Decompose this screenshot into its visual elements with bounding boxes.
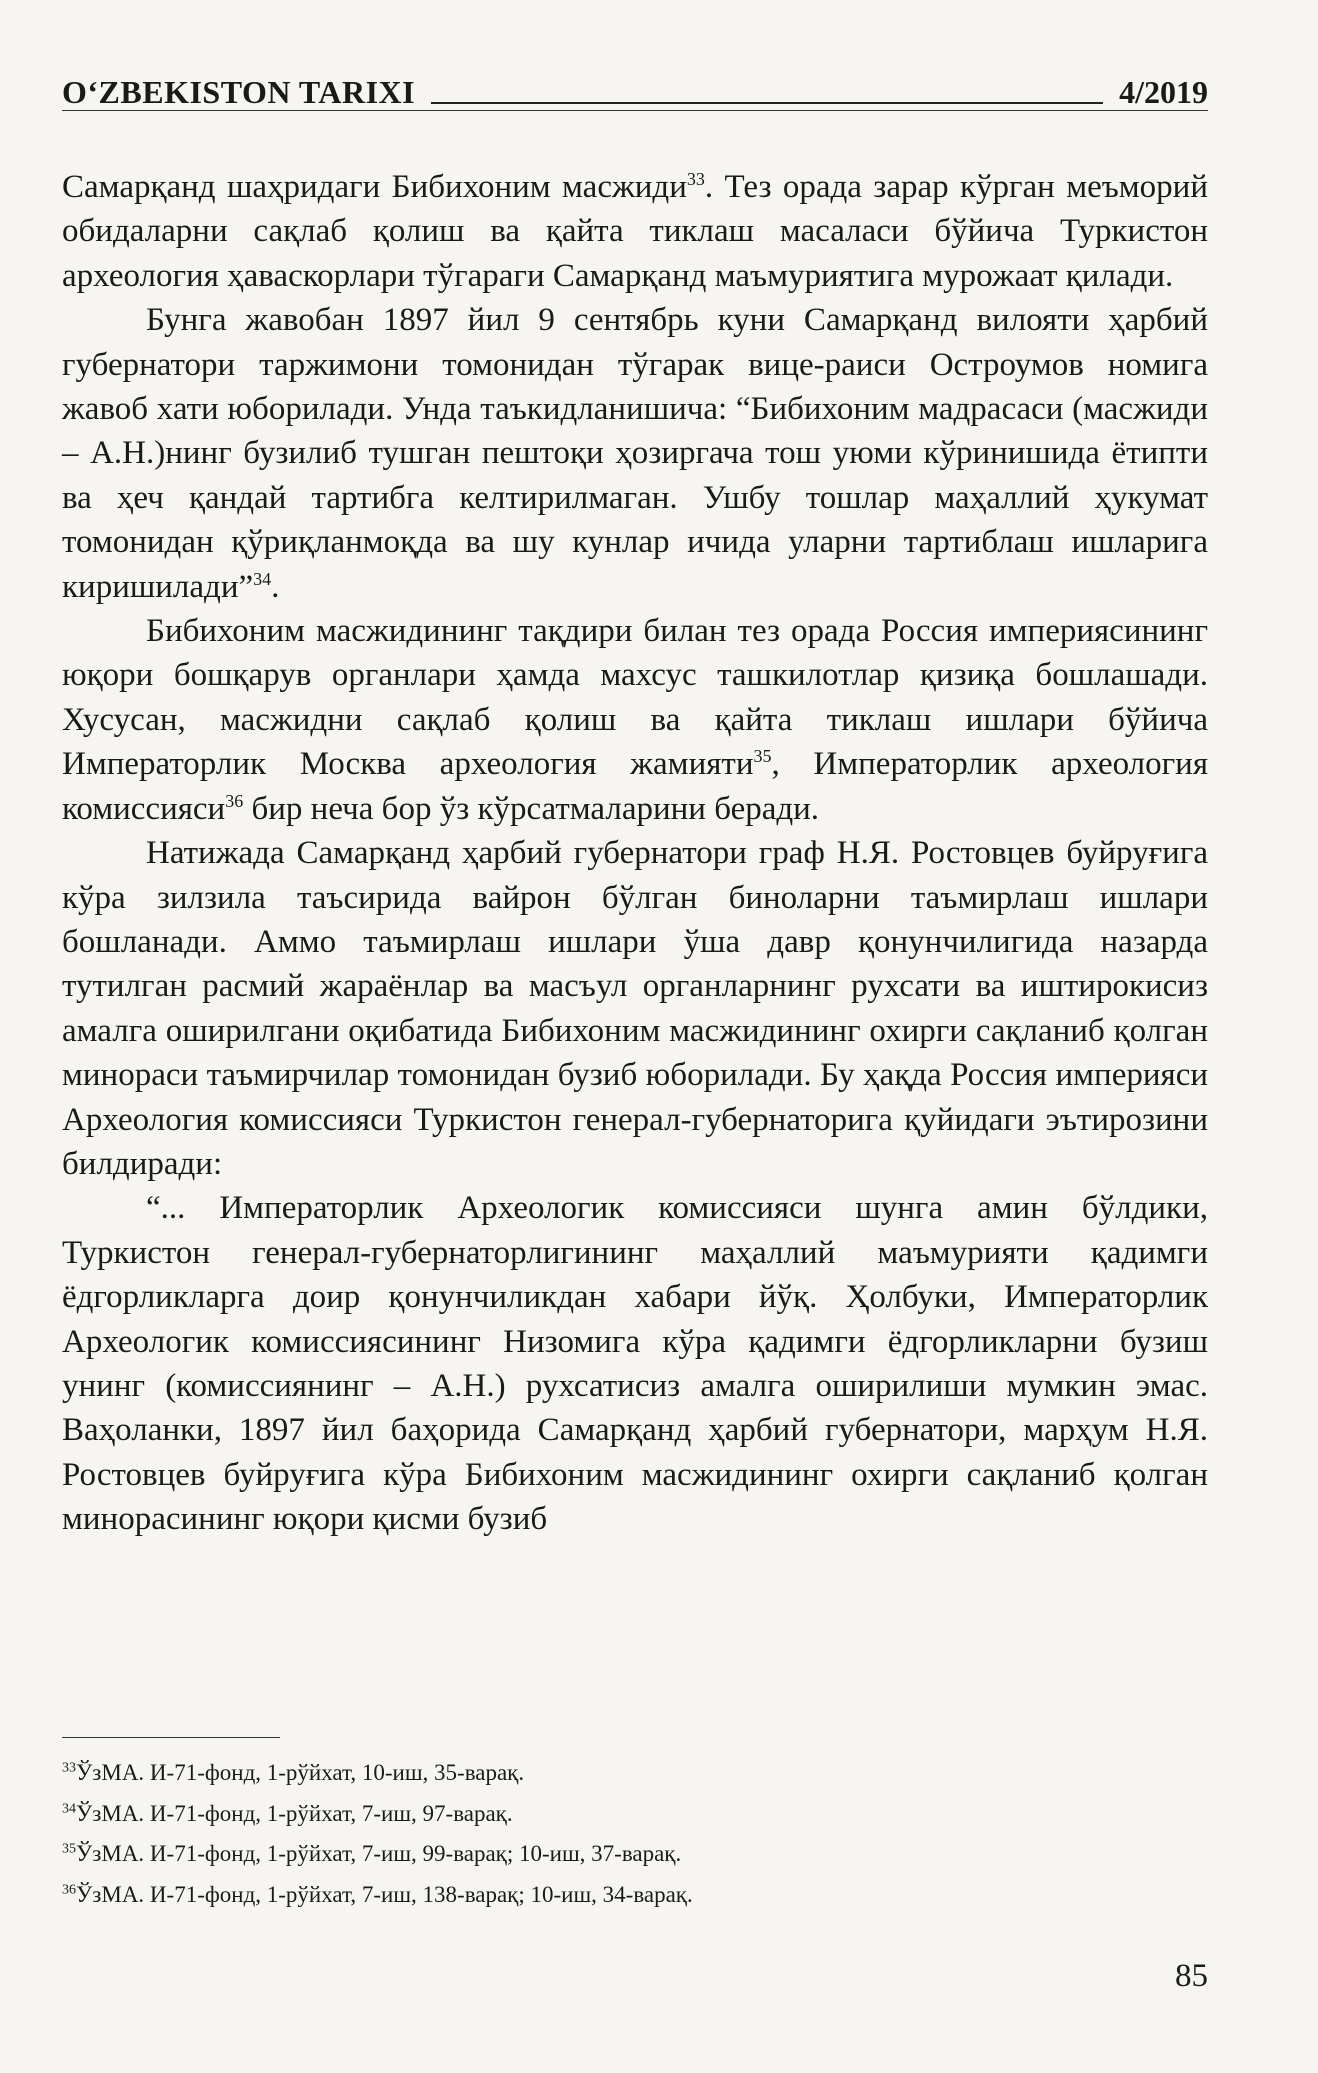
footnote-ref: 35	[753, 746, 772, 767]
footnote	[62, 1753, 1208, 1794]
footnotes	[62, 1753, 1208, 1915]
footnote	[62, 1875, 1208, 1916]
footnote-number: 36	[62, 1881, 76, 1897]
paragraph	[62, 1186, 1208, 1541]
paragraph-text: Натижада Самарқанд ҳарбий губернатори граф Н.Я. Ростовцев буйруғига кўра зилзила таъсирида вайрон бўлган биноларни таъмирлаш ишлари бошланади. Аммо таъмирлаш ишлари ўша давр қонунчилигида назарда тутилган расмий жараёнлар ва масъул органларнинг рухсати ва иштирокисиз амалга оширилгани оқибатида Бибихоним масжидининг охирги сақланиб қолган минораси таъмирчилар томонидан бузиб юборилади. Бу ҳақда Россия империяси Археология комиссияси Туркистон генерал-губернаторига қуйидаги эътирозини билдиради:	[62, 835, 1208, 1182]
issue-number: 4/2019	[1119, 74, 1208, 110]
footnote-ref: 33	[686, 169, 705, 189]
footnote-number: 33	[62, 1760, 76, 1776]
footnote-ref: 34	[253, 568, 272, 589]
footnote-divider	[62, 1737, 280, 1738]
paragraph-text: Самарқанд шаҳридаги Бибихоним масжиди	[62, 169, 687, 205]
paragraph-text: , Императорлик археология комиссияси	[62, 746, 1208, 827]
paragraph	[62, 165, 1208, 298]
footnote-number: 34	[62, 1800, 76, 1816]
paragraph	[62, 609, 1208, 831]
paragraph-text: бир неча бор ўз кўрсатмаларини беради.	[243, 790, 820, 827]
header-divider	[62, 110, 1208, 111]
footnote-text: ЎзМА. И-71-фонд, 1-рўйхат, 7-иш, 99-варақ; 10-иш, 37-варақ.	[76, 1841, 682, 1866]
footnote-number: 35	[62, 1841, 76, 1857]
page-number: 85	[1175, 1958, 1208, 1994]
footnote-ref: 36	[225, 790, 244, 811]
journal-title: O‘ZBEKISTON TARIXI	[62, 74, 416, 110]
paragraph	[62, 298, 1208, 609]
footnote-text: ЎзМА. И-71-фонд, 1-рўйхат, 7-иш, 97-варақ.	[76, 1800, 513, 1826]
footnote-text: ЎзМА. И-71-фонд, 1-рўйхат, 10-иш, 35-варақ.	[76, 1760, 525, 1785]
paragraph-text: Бунга жавобан 1897 йил 9 сентябрь куни Самарқанд вилояти ҳарбий губернатори таржимони томонидан тўгарак вице-раиси Остроумов номига жавоб хати юборилади. Унда таъкидланишича: “Бибихоним мадрасаси (масжиди – А.Н.)нинг бузилиб тушган пештоқи ҳозиргача тош уюми кўринишида ётипти ва ҳеч қандай тартибга келтирилмаган. Ушбу тошлар маҳаллий ҳукумат томонидан қўриқланмоқда ва шу кунлар ичида уларни тартиблаш ишларига киришилади”	[62, 302, 1208, 605]
paragraph	[62, 831, 1208, 1186]
footnote	[62, 1794, 1208, 1835]
paragraph-text: Бибихоним масжидининг тақдири билан тез орада Россия империясининг юқори бошқарув органлари ҳамда махсус ташкилотлар қизиқа бошлашади. Хусусан, масжидни сақлаб қолиш ва қайта тиклаш ишлари бўйича Императорлик Москва археология жамияти	[62, 613, 1208, 783]
article-body	[62, 165, 1208, 1542]
paragraph-text: . Тез орада зарар кўрган меъморий обидаларни сақлаб қолиш ва қайта тиклаш масаласи бўйича Туркистон археология ҳаваскорлари тўгараги Самарқанд маъмуриятига мурожаат қилади.	[62, 169, 1208, 294]
running-header	[62, 58, 1208, 108]
header-rule	[431, 102, 1103, 104]
footnote	[62, 1834, 1208, 1875]
paragraph-text: “... Императорлик Археологик комиссияси шунга амин бўлдики, Туркистон генерал-губернаторлигининг маҳаллий маъмурияти қадимги ёдгорликларга доир қонунчиликдан хабари йўқ. Ҳолбуки, Императорлик Археологик комиссиясининг Низомига кўра қадимги ёдгорликларни бузиш унинг (комиссиянинг – А.Н.) рухсатисиз амалга оширилиши мумкин эмас. Ваҳоланки, 1897 йил баҳорида Самарқанд ҳарбий губернатори, марҳум Н.Я. Ростовцев буйруғига кўра Бибихоним масжидининг охирги сақланиб қолган минорасининг юқори қисми бузиб	[62, 1190, 1208, 1538]
footnote-text: ЎзМА. И-71-фонд, 1-рўйхат, 7-иш, 138-варақ; 10-иш, 34-варақ.	[76, 1881, 693, 1907]
paragraph-text: .	[271, 568, 280, 605]
